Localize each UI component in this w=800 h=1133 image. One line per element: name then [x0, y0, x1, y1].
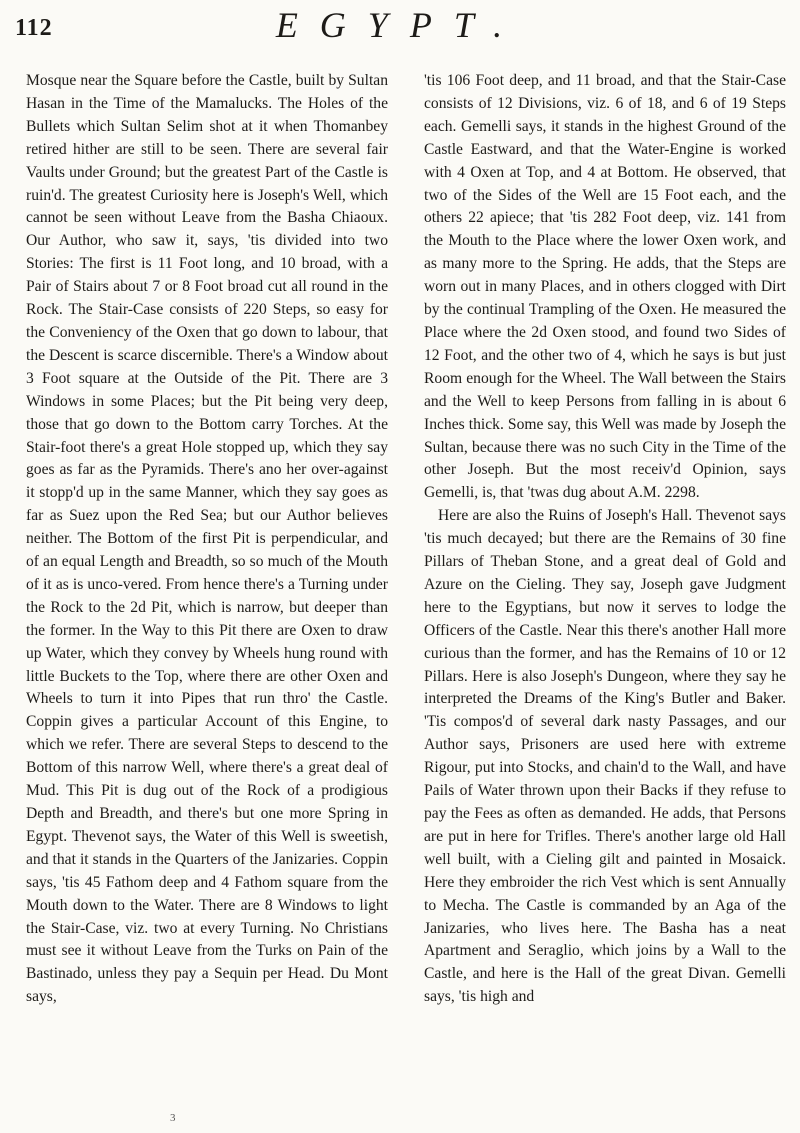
left-paragraph: Mosque near the Square before the Castle, built by Sultan Hasan in the Time of the Mamalucks. The Holes of the Bullets which Sultan Selim shot at it when Thomanbey retired hither are still to be seen. There are several fair Vaults under Ground; but the greatest Part of the Castle is ruin'd. The greatest Curiosity here is Joseph's Well, which cannot be seen without Leave from the Basha Chiaoux. Our Author, who saw it, says, 'tis divided into two Stories: The first is 11 Foot long, and 10 broad, with a Pair of Stairs about 7 or 8 Foot broad cut all round in the Rock. The Stair-Case consists of 220 Steps, so easy for the Conveniency of the Oxen that go down to labour, that the Descent is scarce discernible. There's a Window about 3 Foot square at the Outside of the Pit. There are 3 Windows in some Places; but the Pit being very deep, those that go down to the Bottom carry Torches. At the Stair-foot there's a great Hole stopped up, which they say goes as far as the Pyramids. There's ano her over-against it stopp'd up in the same Manner, which they say goes as far as Suez upon the Red Sea; but our Author believes neither. The Bottom of the first Pit is perpendicular, and of an equal Length and Breadth, so so much of the Mouth of it as is unco-vered. From hence there's a Turning under the Rock to the 2d Pit, which is narrow, but deeper than the former. In the Way to this Pit there are Oxen to draw up Water, which they convey by Wheels hung round with little Buckets to the Top, where there are other Oxen and Wheels to turn it into Pipes that run thro' the Castle. Coppin gives a particular Account of this Engine, to which we refer. There are several Steps to descend to the Bottom of this narrow Well, where there's a great deal of Mud. This Pit is dug out of the Rock of a prodigious Depth and Breadth, and there's but one more Spring in Egypt. Thevenot says, the Water of this Well is sweetish, and that it stands in the Quarters of the Janizaries. Coppin says, 'tis 45 Fathom deep and 4 Fathom square from the Mouth down to the Water. There are 8 Windows to light the Stair-Case, viz. two at every Turning. No Christians must see it without Leave from the Turks on Pain of the Bastinado, unless they pay a Sequin per Head. Du Mont says,: [26, 72, 388, 1006]
left-column: [26, 70, 388, 1120]
signature-mark: 3: [170, 1112, 176, 1124]
right-column: [424, 70, 786, 1120]
running-title: EGYPT.: [275, 5, 525, 45]
page-number: 112: [15, 15, 53, 41]
text-columns: [26, 70, 786, 1120]
right-paragraph: 'tis 106 Foot deep, and 11 broad, and that the Stair-Case consists of 12 Divisions, viz. 6 of 18, and 6 of 19 Steps each. Gemelli says, it stands in the highest Ground of the Castle Eastward, and that the Water-Engine is worked with 4 Oxen at Top, and 4 at Bottom. He observed, that two of the Sides of the Well are 15 Foot each, and the others 22 apiece; that 'tis 282 Foot deep, viz. 141 from the Mouth to the Place where the lower Oxen work, and as many more to the Spring. He adds, that the Steps are worn out in many Places, and in others clogged with Dirt by the continual Trampling of the Oxen. He measured the Place where the 2d Oxen stood, and found two Sides of 12 Foot, and the other two of 4, which he says is but just Room enough for the Wheel. The Wall between the Stairs and the Well to keep Persons from falling in is about 6 Inches thick. Some say, this Well was made by Joseph the Sultan, because there was no such City in the Time of the other Joseph. But the most receiv'd Opinion, says Gemelli, is, that 'twas dug about A.M. 2298.: [424, 72, 786, 502]
right-paragraph: Here are also the Ruins of Joseph's Hall. Thevenot says 'tis much decayed; but there are the Remains of 30 fine Pillars of Theban Stone, and a great deal of Gold and Azure on the Cieling. They say, Joseph gave Judgment here to the Egyptians, but now it serves to lodge the Officers of the Castle. Near this there's another Hall more curious than the former, and has the Remains of 10 or 12 Pillars. Here is also Joseph's Dungeon, where they say he interpreted the Dreams of the King's Butler and Baker. 'Tis compos'd of several dark nasty Passages, and our Author says, Prisoners are used here with extreme Rigour, put into Stocks, and chain'd to the Wall, and have Pails of Water thrown upon their Backs if they refuse to pay the Fees as often as demanded. He adds, that Persons are put in here for Trifles. There's another large old Hall well built, with a Cieling gilt and painted in Mosaick. Here they embroider the rich Vest which is sent Annually to Mecha. The Castle is commanded by an Aga of the Janizaries, who lives here. The Basha has a neat Apartment and Seraglio, which joins by a Wall to the Castle, and here is the Hall of the great Divan. Gemelli says, 'tis high and: [424, 507, 786, 1006]
page-header: [0, 0, 800, 48]
